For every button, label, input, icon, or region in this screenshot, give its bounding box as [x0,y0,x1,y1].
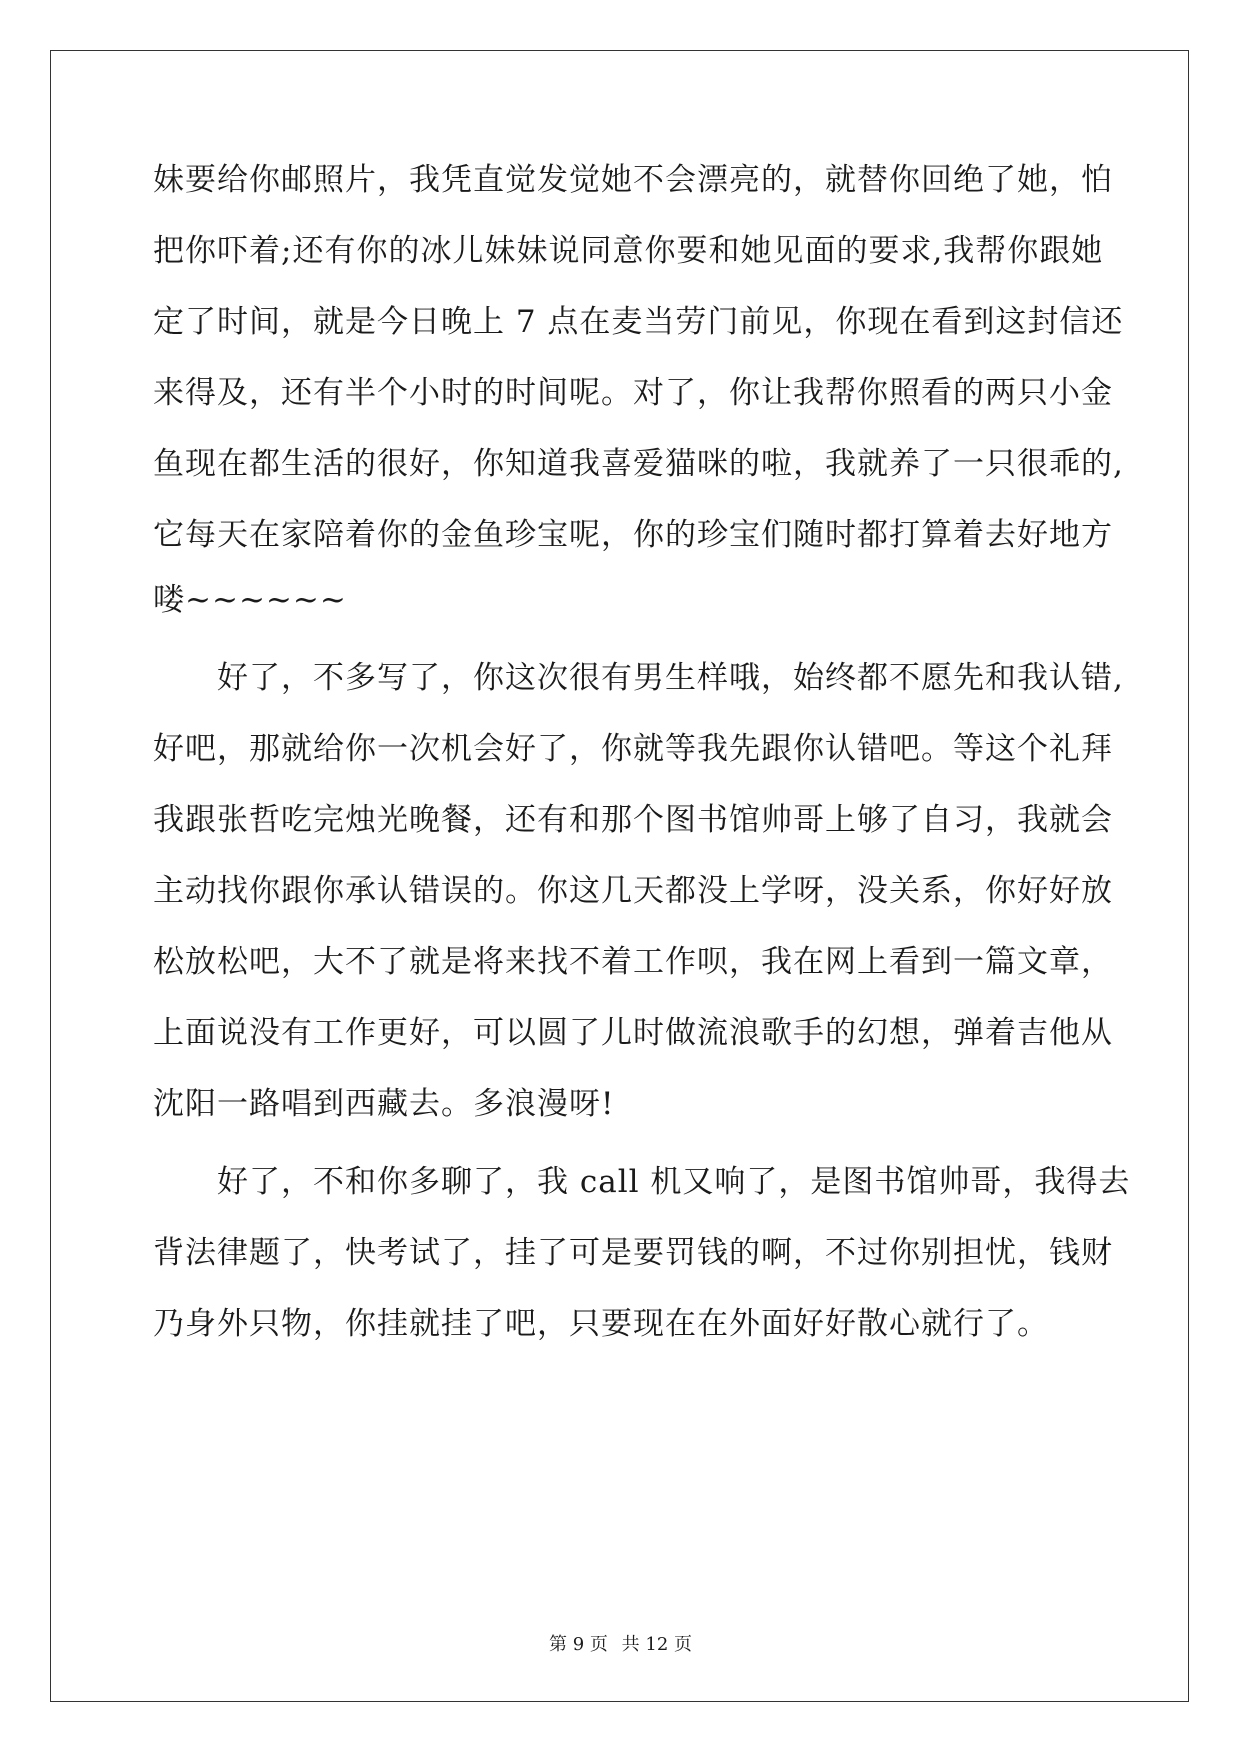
page-footer [0,1630,1241,1656]
text-line: 我跟张哲吃完烛光晚餐，还有和那个图书馆帅哥上够了自习，我就会 [153,802,1113,838]
text-line: 它每天在家陪着你的金鱼珍宝呢，你的珍宝们随时都打算着去好地方 [153,517,1113,553]
text-line: 好了，不和你多聊了，我 call 机又响了，是图书馆帅哥，我得去 [153,1164,1131,1200]
text-line: 背法律题了，快考试了，挂了可是要罚钱的啊，不过你别担忧，钱财 [153,1235,1113,1271]
text-line: 妹要给你邮照片，我凭直觉发觉她不会漂亮的，就替你回绝了她，怕 [153,162,1113,198]
text-line: 好吧，那就给你一次机会好了，你就等我先跟你认错吧。等这个礼拜 [153,731,1113,767]
text-line: 喽~~~~~~ [153,582,347,618]
text-line: 沈阳一路唱到西藏去。多浪漫呀! [153,1086,615,1122]
text-line: 把你吓着;还有你的冰儿妹妹说同意你要和她见面的要求,我帮你跟她 [153,233,1104,269]
text-line: 好了，不多写了，你这次很有男生样哦，始终都不愿先和我认错, [153,660,1124,696]
text-line: 乃身外只物，你挂就挂了吧，只要现在在外面好好散心就行了。 [153,1306,1049,1342]
page-total: 共 12 页 [621,1634,692,1655]
text-line: 鱼现在都生活的很好，你知道我喜爱猫咪的啦，我就养了一只很乖的, [153,446,1124,482]
text-line: 上面说没有工作更好，可以圆了儿时做流浪歌手的幻想，弹着吉他从 [153,1015,1113,1051]
text-line: 松放松吧，大不了就是将来找不着工作呗，我在网上看到一篇文章， [153,944,1113,980]
text-line: 主动找你跟你承认错误的。你这几天都没上学呀，没关系，你好好放 [153,873,1113,909]
page-number: 第 9 页 [549,1634,608,1655]
text-line: 来得及，还有半个小时的时间呢。对了，你让我帮你照看的两只小金 [153,375,1113,411]
text-line: 定了时间，就是今日晚上 7 点在麦当劳门前见，你现在看到这封信还 [153,304,1124,340]
